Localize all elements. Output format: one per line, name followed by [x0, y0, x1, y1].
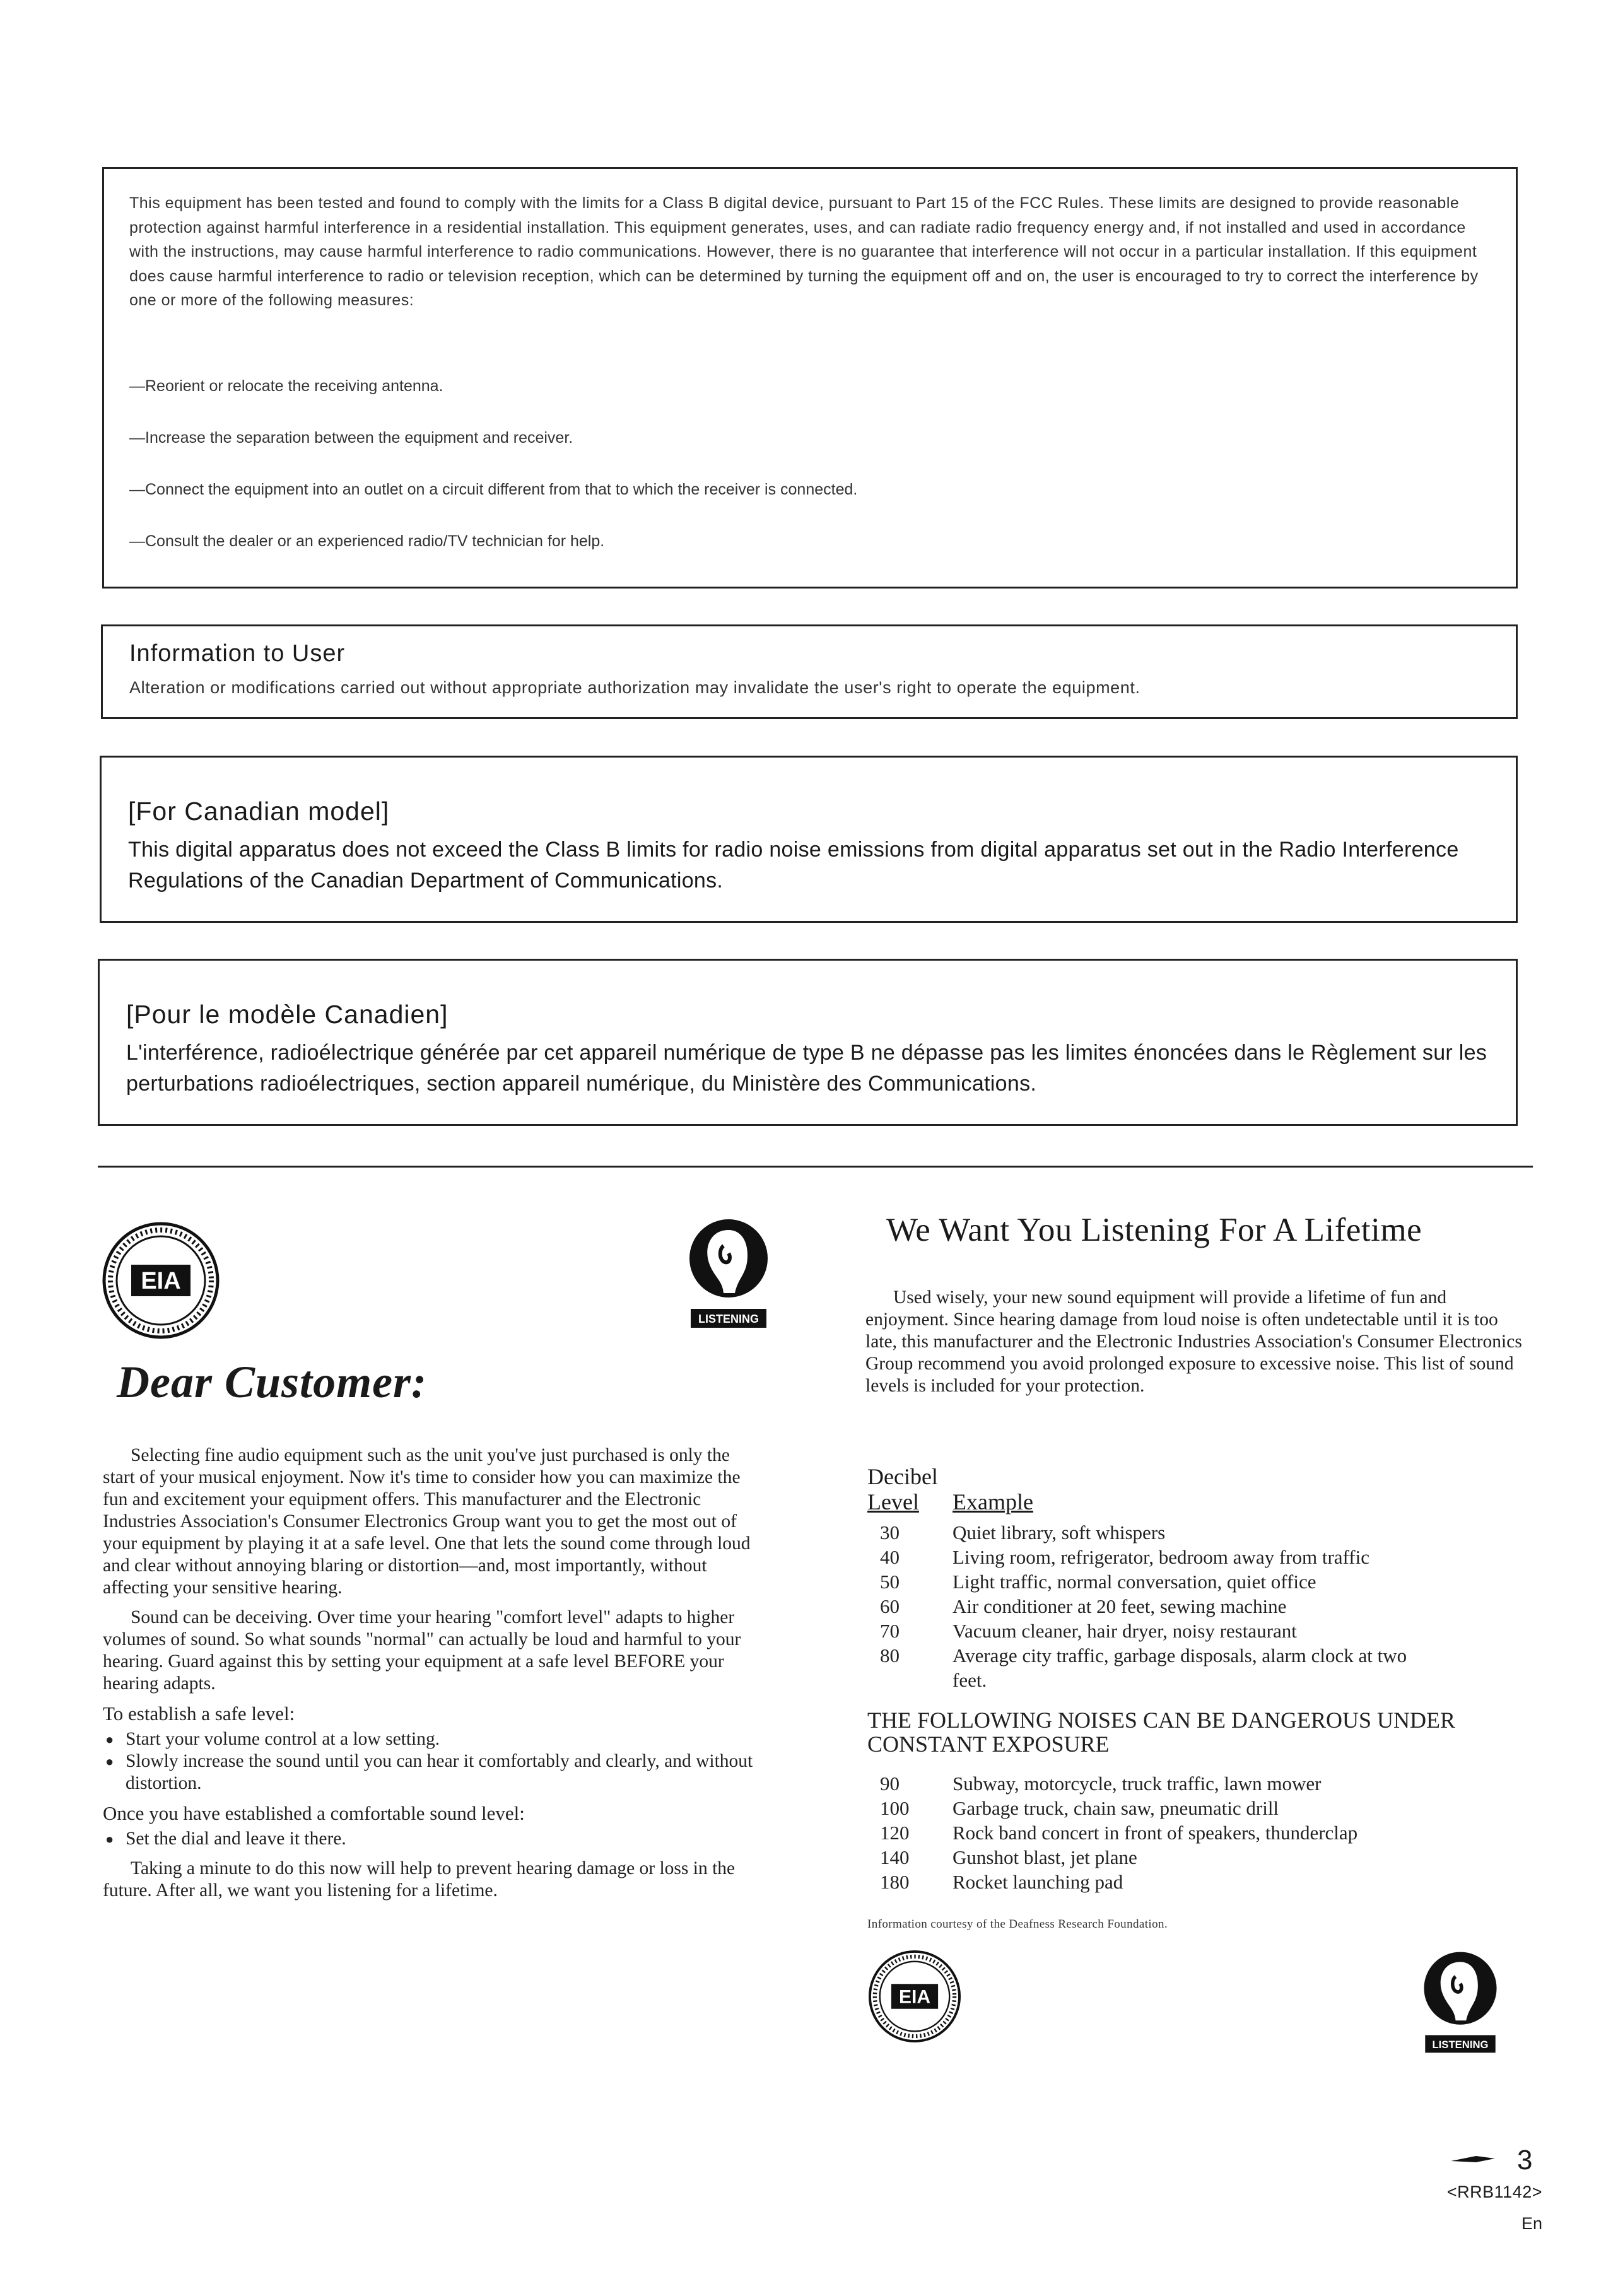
safe-level-heading: To establish a safe level: — [103, 1702, 295, 1725]
dear-customer-body — [103, 1444, 765, 1909]
decibel-label: Decibel — [867, 1464, 938, 1489]
table-row — [867, 1643, 1520, 1692]
level-cell: 30 — [880, 1521, 900, 1543]
level-cell: 80 — [880, 1644, 900, 1666]
fcc-measure: —Connect the equipment into an outlet on a circuit different from that to which the receiver is connected. — [129, 481, 858, 498]
table-row — [867, 1594, 1520, 1619]
courtesy-note: Information courtesy of the Deafness Research Foundation. — [867, 1918, 1168, 1931]
fcc-measure: —Consult the dealer or an experienced radio/TV technician for help. — [129, 532, 605, 550]
pour-title: [Pour le modèle Canadien] — [126, 1000, 448, 1029]
example-cell: Air conditioner at 20 feet, sewing machine — [953, 1595, 1287, 1617]
example-cell: Quiet library, soft whispers — [953, 1521, 1166, 1543]
fcc-measure: —Increase the separation between the equipment and receiver. — [129, 429, 573, 447]
danger-heading: THE FOLLOWING NOISES CAN BE DANGEROUS UNDER CONSTANT EXPOSURE — [867, 1707, 1455, 1757]
example-cell: Rock band concert in front of speakers, thunderclap — [953, 1822, 1358, 1844]
canadian-title: [For Canadian model] — [128, 797, 390, 826]
example-cell: Light traffic, normal conversation, quiet office — [953, 1571, 1316, 1593]
pour-text: L'interférence, radioélectrique générée par cet appareil numérique de type B ne dépasse pas les limites énoncées dans le Règlement sur les perturbations radioélectriques, section appareil numérique, du Ministère des Communications. — [126, 1041, 1487, 1096]
level-cell: 100 — [880, 1797, 910, 1819]
fcc-measure: —Reorient or relocate the receiving antenna. — [129, 377, 443, 395]
level-cell: 40 — [880, 1546, 900, 1568]
eia-seal-logo — [867, 1949, 962, 2044]
info-title: Information to User — [129, 640, 346, 667]
dangerous-noise-table — [867, 1771, 1520, 1894]
table-row — [867, 1545, 1520, 1569]
safe-level-list — [103, 1728, 765, 1795]
list-item: ● Slowly increase the sound until you can hear it comfortably and clearly, and without distortion. — [103, 1750, 765, 1795]
fcc-notice-box — [102, 167, 1518, 589]
page-arrow-icon — [1451, 2152, 1495, 2165]
listening-logo — [684, 1214, 773, 1340]
example-cell: Garbage truck, chain saw, pneumatic drill — [953, 1797, 1279, 1819]
table-row — [867, 1870, 1520, 1894]
level-cell: 50 — [880, 1571, 900, 1593]
level-cell: 70 — [880, 1620, 900, 1642]
language-code: En — [1521, 2214, 1542, 2233]
level-cell: 120 — [880, 1822, 910, 1844]
listening-logo-text: LISTENING — [698, 1313, 759, 1325]
level-cell: 180 — [880, 1871, 910, 1893]
left-paragraph: Selecting fine audio equipment such as the unit you've just purchased is only the start of your musical enjoyment. Now it's time to consider how you can maximize the fun and excitement your equipment offers. This manufacturer and the Electronic Industries Association's Consumer Electronics Group want you to get the most out of your equipment by playing it at a safe level. One that lets the sound come through loud and clear without annoying blaring or distortion—and, most importantly, without affecting your sensitive hearing. — [103, 1445, 751, 1598]
left-paragraph: Taking a minute to do this now will help to prevent hearing damage or loss in the future. After all, we want you listening for a lifetime. — [103, 1858, 736, 1901]
page-number: 3 — [1517, 2145, 1533, 2176]
eia-seal-text: EIA — [898, 1986, 931, 2008]
listening-logo-text: LISTENING — [1432, 2038, 1489, 2051]
level-label: Level — [867, 1489, 919, 1514]
comfortable-level-list — [103, 1828, 765, 1850]
document-code: <RRB1142> — [1446, 2182, 1542, 2201]
table-row — [867, 1569, 1520, 1594]
canadian-text: This digital apparatus does not exceed the Class B limits for radio noise emissions from digital apparatus set out in the Radio Interference Regulations of the Canadian Department of Communications. — [128, 838, 1459, 893]
level-cell: 60 — [880, 1595, 900, 1617]
comfortable-level-heading: Once you have established a comfortable sound level: — [103, 1802, 525, 1824]
table-row — [867, 1820, 1520, 1845]
example-cell: Vacuum cleaner, hair dryer, noisy restaurant — [953, 1620, 1297, 1642]
level-cell: 90 — [880, 1772, 900, 1795]
left-paragraph: Sound can be deceiving. Over time your hearing "comfort level" adapts to higher volumes of sound. So what sounds "normal" can actually be loud and harmful to your hearing. Guard against this by setting your equipment at a safe level BEFORE your hearing adapts. — [103, 1607, 741, 1694]
eia-seal-logo — [101, 1221, 221, 1340]
table-row — [867, 1796, 1520, 1820]
example-cell: Subway, motorcycle, truck traffic, lawn mower — [953, 1772, 1322, 1795]
list-item: ● Set the dial and leave it there. — [103, 1828, 765, 1850]
dear-customer-heading: Dear Customer: — [117, 1357, 428, 1407]
table-row — [867, 1520, 1520, 1545]
example-label: Example — [953, 1489, 1033, 1514]
listening-lifetime-title: We Want You Listening For A Lifetime — [886, 1212, 1422, 1248]
sound-level-table — [867, 1520, 1520, 1692]
table-row — [867, 1619, 1520, 1643]
level-cell: 140 — [880, 1846, 910, 1868]
modele-canadien-box — [98, 959, 1518, 1126]
example-cell: Rocket launching pad — [953, 1871, 1123, 1893]
section-divider — [98, 1166, 1533, 1168]
eia-seal-text: EIA — [141, 1268, 181, 1294]
example-cell: Living room, refrigerator, bedroom away from traffic — [953, 1546, 1369, 1568]
example-cell: Average city traffic, garbage disposals, alarm clock at two feet. — [953, 1644, 1407, 1691]
example-cell: Gunshot blast, jet plane — [953, 1846, 1137, 1868]
fcc-paragraph: This equipment has been tested and found to comply with the limits for a Class B digital device, pursuant to Part 15 of the FCC Rules. These limits are designed to provide reasonable protection against harmful interference in a residential installation. This equipment generates, uses, and can radiate radio frequency energy and, if not installed and used in accordance with the instructions, may cause harmful interference to radio communications. However, there is no guarantee that interference will not occur in a particular installation. If this equipment does cause harmful interference to radio or television reception, which can be determined by turning the equipment off and on, the user is encouraged to try to correct the interference by one or more of the following measures: — [129, 194, 1479, 309]
list-item: ● Start your volume control at a low setting. — [103, 1728, 765, 1750]
canadian-model-box — [100, 756, 1518, 923]
info-text: Alteration or modifications carried out without appropriate authorization may invalidate the user's right to operate the equipment. — [129, 678, 1140, 697]
listening-logo — [1419, 1946, 1501, 2066]
listening-intro: Used wisely, your new sound equipment will provide a lifetime of fun and enjoyment. Since hearing damage from loud noise is often undetectable until it is too late, this manufacturer and the Electronic Industries Association's Consumer Electronics Group recommend you avoid prolonged exposure to excessive noise. This list of sound levels is included for your protection. — [865, 1287, 1522, 1396]
information-to-user-box — [101, 624, 1518, 719]
table-row — [867, 1771, 1520, 1796]
table-row — [867, 1845, 1520, 1870]
